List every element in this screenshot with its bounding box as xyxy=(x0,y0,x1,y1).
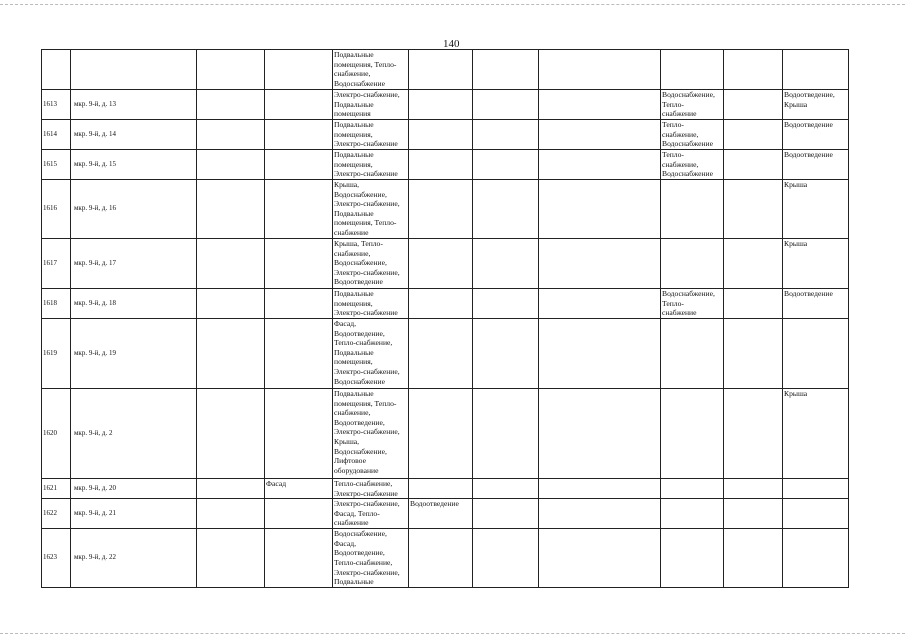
work-type-line: помещения, xyxy=(334,129,373,139)
work-type-cell-c8 xyxy=(539,90,661,120)
table-row xyxy=(42,319,849,389)
work-type-line: Электро-снабжение, xyxy=(334,267,400,277)
work-type-line: Водоснабжение, xyxy=(334,258,387,268)
work-type-cell-c10 xyxy=(724,180,783,239)
work-type-line: Электро-снабжение xyxy=(334,139,398,149)
work-type-line: снабжение xyxy=(334,518,369,528)
work-type-cell-c8 xyxy=(539,50,661,90)
work-type-cell-c3 xyxy=(197,289,265,319)
work-type-cell-c4 xyxy=(265,499,333,529)
address-cell: мкр. 9-й, д. 16 xyxy=(71,180,197,239)
work-type-cell-c4 xyxy=(265,529,333,588)
work-type-line: Водоснабжение, xyxy=(334,446,387,456)
table-row xyxy=(42,90,849,120)
work-type-cell-c3 xyxy=(197,479,265,499)
work-type-line: Водоотведение, xyxy=(334,328,385,338)
work-type-line: Водоснабжение, xyxy=(662,289,715,298)
work-type-line: Электро-снабжение xyxy=(334,169,398,179)
work-type-cell-c4 xyxy=(265,239,333,289)
work-type-cell-c8 xyxy=(539,150,661,180)
work-type-line: снабжение xyxy=(334,227,369,237)
work-type-cell-c7 xyxy=(473,180,539,239)
work-type-cell-c10 xyxy=(724,90,783,120)
work-type-cell-c11 xyxy=(783,150,849,180)
table-row xyxy=(42,529,849,588)
work-type-line: Крыша xyxy=(784,239,808,248)
work-type-line: Крыша xyxy=(784,389,808,398)
work-type-cell-c6 xyxy=(409,120,473,150)
address-cell: мкр. 9-й, д. 14 xyxy=(71,120,197,150)
row-number-cell: 1618 xyxy=(42,289,71,319)
work-type-line: помещения, xyxy=(334,159,373,169)
work-type-cell-c10 xyxy=(724,499,783,529)
work-type-cell-c7 xyxy=(473,120,539,150)
work-type-cell-c3 xyxy=(197,50,265,90)
work-type-cell-c7 xyxy=(473,90,539,120)
work-type-line: Подвальные xyxy=(334,389,374,398)
work-type-line: Подвальные xyxy=(334,120,374,129)
work-type-cell-c10 xyxy=(724,50,783,90)
work-type-line: Водоснабжение xyxy=(334,376,385,386)
work-type-line: Электро-снабжение xyxy=(334,308,398,318)
work-type-cell-c8 xyxy=(539,389,661,479)
work-type-cell-c5 xyxy=(333,319,409,389)
work-type-line: снабжение, xyxy=(334,248,371,258)
work-type-line: Тепло-снабжение, xyxy=(334,479,393,488)
work-type-cell-c6 xyxy=(409,479,473,499)
work-type-cell-c4 xyxy=(265,180,333,239)
work-type-line: Подвальные xyxy=(334,150,374,159)
work-type-line: Водоснабжение xyxy=(662,139,713,149)
work-type-cell-c6 xyxy=(409,499,473,529)
work-type-cell-c5 xyxy=(333,50,409,90)
work-type-cell-c9 xyxy=(661,479,724,499)
work-type-line: Подвальные xyxy=(334,99,374,109)
row-number-cell: 1616 xyxy=(42,180,71,239)
work-type-line: помещения, Тепло- xyxy=(334,59,397,69)
work-type-line: оборудование xyxy=(334,465,379,475)
work-type-cell-c7 xyxy=(473,389,539,479)
work-type-cell-c8 xyxy=(539,319,661,389)
work-type-cell-c7 xyxy=(473,499,539,529)
work-type-cell-c10 xyxy=(724,239,783,289)
work-type-line: снабжение xyxy=(662,308,697,318)
work-type-line: Водоотведение xyxy=(784,289,833,298)
work-type-cell-c5 xyxy=(333,150,409,180)
work-type-line: помещения, xyxy=(334,357,373,367)
work-type-line: Крыша, xyxy=(334,436,360,446)
work-type-cell-c11 xyxy=(783,289,849,319)
row-number-cell: 1615 xyxy=(42,150,71,180)
work-type-line: Электро-снабжение, xyxy=(334,567,400,577)
work-type-cell-c9 xyxy=(661,90,724,120)
work-type-cell-c11 xyxy=(783,90,849,120)
work-type-cell-c4 xyxy=(265,150,333,180)
work-type-cell-c6 xyxy=(409,90,473,120)
work-type-line: снабжение, xyxy=(334,408,371,418)
work-type-cell-c6 xyxy=(409,389,473,479)
work-type-line: Электро-снабжение, xyxy=(334,499,400,509)
work-type-line: Электро-снабжение, xyxy=(334,427,400,437)
work-type-cell-c11 xyxy=(783,319,849,389)
work-type-line: Подвальные xyxy=(334,208,374,218)
work-type-line: Лифтовое xyxy=(334,456,366,466)
work-type-cell-c5 xyxy=(333,479,409,499)
work-type-cell-c11 xyxy=(783,180,849,239)
work-type-cell-c3 xyxy=(197,90,265,120)
repair-schedule-table xyxy=(41,49,849,588)
work-type-cell-c10 xyxy=(724,120,783,150)
work-type-cell-c10 xyxy=(724,389,783,479)
work-type-cell-c5 xyxy=(333,180,409,239)
work-type-line: Крыша xyxy=(784,99,808,109)
work-type-line: Электро-снабжение, xyxy=(334,366,400,376)
scan-edge-bottom xyxy=(0,633,905,635)
work-type-line: Подвальные xyxy=(334,289,374,298)
work-type-line: помещения xyxy=(334,109,371,119)
work-type-cell-c6 xyxy=(409,289,473,319)
page-number: 140 xyxy=(443,38,460,50)
work-type-cell-c5 xyxy=(333,90,409,120)
address-cell: мкр. 9-й, д. 19 xyxy=(71,319,197,389)
work-type-cell-c3 xyxy=(197,319,265,389)
work-type-cell-c6 xyxy=(409,239,473,289)
work-type-line: Фасад, Тепло- xyxy=(334,508,380,518)
address-cell: мкр. 9-й, д. 22 xyxy=(71,529,197,588)
work-type-line: помещения, xyxy=(334,298,373,308)
work-type-cell-c10 xyxy=(724,289,783,319)
work-type-cell-c8 xyxy=(539,120,661,150)
work-type-cell-c9 xyxy=(661,120,724,150)
work-type-line: Тепло-снабжение, xyxy=(334,557,393,567)
row-number-cell: 1620 xyxy=(42,389,71,479)
work-type-line: Водоотведение xyxy=(334,277,383,287)
work-type-cell-c8 xyxy=(539,479,661,499)
work-type-cell-c9 xyxy=(661,180,724,239)
row-number-cell: 1617 xyxy=(42,239,71,289)
work-type-line: снабжение, xyxy=(334,69,371,79)
work-type-cell-c6 xyxy=(409,150,473,180)
work-type-cell-c4: Фасад xyxy=(265,479,333,499)
work-type-cell-c3 xyxy=(197,389,265,479)
work-type-cell-c7 xyxy=(473,479,539,499)
work-type-line: Подвальные xyxy=(334,577,374,587)
work-type-cell-c7 xyxy=(473,319,539,389)
work-type-line: Водоотведение xyxy=(784,150,833,159)
work-type-cell-c3 xyxy=(197,180,265,239)
address-cell: мкр. 9-й, д. 17 xyxy=(71,239,197,289)
row-number-cell: 1614 xyxy=(42,120,71,150)
row-number-cell xyxy=(42,50,71,90)
work-type-line: Тепло- xyxy=(662,99,684,109)
work-type-cell-c9 xyxy=(661,389,724,479)
work-type-cell-c3 xyxy=(197,150,265,180)
work-type-cell-c4 xyxy=(265,289,333,319)
work-type-cell-c11 xyxy=(783,50,849,90)
work-type-line: Электро-снабжение, xyxy=(334,199,400,209)
work-type-line: Тепло- xyxy=(662,120,684,129)
work-type-cell-c5 xyxy=(333,239,409,289)
work-type-line: Тепло- xyxy=(662,150,684,159)
work-type-line: снабжение, xyxy=(662,129,699,139)
address-cell: мкр. 9-й, д. 18 xyxy=(71,289,197,319)
work-type-cell-c5 xyxy=(333,289,409,319)
address-cell: мкр. 9-й, д. 21 xyxy=(71,499,197,529)
work-type-cell-c7 xyxy=(473,50,539,90)
work-type-cell-c11 xyxy=(783,389,849,479)
work-type-cell-c9 xyxy=(661,239,724,289)
work-type-cell-c11 xyxy=(783,120,849,150)
work-type-line: снабжение xyxy=(662,109,697,119)
work-type-line: Подвальные xyxy=(334,347,374,357)
work-type-cell-c5 xyxy=(333,389,409,479)
work-type-cell-c9 xyxy=(661,529,724,588)
work-type-cell-c3 xyxy=(197,529,265,588)
work-type-cell-c4 xyxy=(265,389,333,479)
table-row xyxy=(42,289,849,319)
work-type-cell-c11 xyxy=(783,529,849,588)
work-type-line: Подвальные xyxy=(334,50,374,59)
work-type-cell-c4 xyxy=(265,90,333,120)
work-type-cell-c8 xyxy=(539,239,661,289)
work-type-cell-c4 xyxy=(265,319,333,389)
work-type-cell-c9 xyxy=(661,150,724,180)
work-type-line: Водоснабжение, xyxy=(334,189,387,199)
work-type-cell-c10 xyxy=(724,479,783,499)
address-cell: мкр. 9-й, д. 15 xyxy=(71,150,197,180)
work-type-cell-c3 xyxy=(197,499,265,529)
work-type-cell-c7 xyxy=(473,289,539,319)
work-type-cell-c3 xyxy=(197,120,265,150)
work-type-cell-c10 xyxy=(724,150,783,180)
work-type-cell-c10 xyxy=(724,529,783,588)
work-type-line: помещения, Тепло- xyxy=(334,218,397,228)
work-type-cell-c9 xyxy=(661,499,724,529)
work-type-cell-c8 xyxy=(539,499,661,529)
work-type-cell-c8 xyxy=(539,529,661,588)
table-row xyxy=(42,479,849,499)
work-type-line: Водоснабжение xyxy=(662,169,713,179)
work-type-line: Водоотведение, xyxy=(334,417,385,427)
address-cell xyxy=(71,50,197,90)
row-number-cell: 1621 xyxy=(42,479,71,499)
work-type-line: Фасад, xyxy=(334,319,356,328)
work-type-cell-c9 xyxy=(661,319,724,389)
work-type-line: Водоотведение xyxy=(784,120,833,129)
work-type-line: помещения, Тепло- xyxy=(334,398,397,408)
work-type-line: Фасад, xyxy=(334,538,356,548)
work-type-cell-c3 xyxy=(197,239,265,289)
work-type-cell-c4 xyxy=(265,50,333,90)
work-type-line: Водоотведение, xyxy=(784,90,835,99)
work-type-cell-c11 xyxy=(783,499,849,529)
work-type-line: Водоснабжение, xyxy=(662,90,715,99)
row-number-cell: 1613 xyxy=(42,90,71,120)
address-cell: мкр. 9-й, д. 2 xyxy=(71,389,197,479)
scan-edge-top xyxy=(0,4,905,6)
table-row xyxy=(42,50,849,90)
row-number-cell: 1622 xyxy=(42,499,71,529)
work-type-cell-c8 xyxy=(539,180,661,239)
work-type-cell-c6 xyxy=(409,529,473,588)
table-row xyxy=(42,180,849,239)
address-cell: мкр. 9-й, д. 20 xyxy=(71,479,197,499)
work-type-line: Водоснабжение, xyxy=(334,529,387,539)
table-row xyxy=(42,120,849,150)
work-type-line: Электро-снабжение, xyxy=(334,90,400,99)
work-type-cell-c5 xyxy=(333,120,409,150)
work-type-cell-c4 xyxy=(265,120,333,150)
work-type-cell-c6 xyxy=(409,50,473,90)
work-type-cell-c9 xyxy=(661,289,724,319)
work-type-cell-c8 xyxy=(539,289,661,319)
work-type-line: Крыша xyxy=(784,180,808,189)
work-type-line: Крыша, Тепло- xyxy=(334,239,383,248)
work-type-line: Электро-снабжение xyxy=(334,488,398,498)
work-type-cell-c11 xyxy=(783,239,849,289)
work-type-cell-c11 xyxy=(783,479,849,499)
work-type-line: снабжение, xyxy=(662,159,699,169)
address-cell: мкр. 9-й, д. 13 xyxy=(71,90,197,120)
work-type-line: Крыша, xyxy=(334,180,360,189)
table-row xyxy=(42,499,849,529)
work-type-line: Водоснабжение xyxy=(334,78,385,88)
work-type-line: Водоотведение, xyxy=(334,548,385,558)
work-type-cell-c5 xyxy=(333,499,409,529)
work-type-line: Тепло-снабжение, xyxy=(334,338,393,348)
row-number-cell: 1619 xyxy=(42,319,71,389)
work-type-cell-c5 xyxy=(333,529,409,588)
table-row xyxy=(42,239,849,289)
work-type-line: Тепло- xyxy=(662,298,684,308)
work-type-line: Водоотведение xyxy=(410,499,459,509)
table-row xyxy=(42,389,849,479)
row-number-cell: 1623 xyxy=(42,529,71,588)
work-type-cell-c7 xyxy=(473,150,539,180)
work-type-cell-c10 xyxy=(724,319,783,389)
table-row xyxy=(42,150,849,180)
work-type-cell-c7 xyxy=(473,239,539,289)
work-type-cell-c6 xyxy=(409,180,473,239)
work-type-cell-c7 xyxy=(473,529,539,588)
work-type-cell-c6 xyxy=(409,319,473,389)
work-type-cell-c9 xyxy=(661,50,724,90)
